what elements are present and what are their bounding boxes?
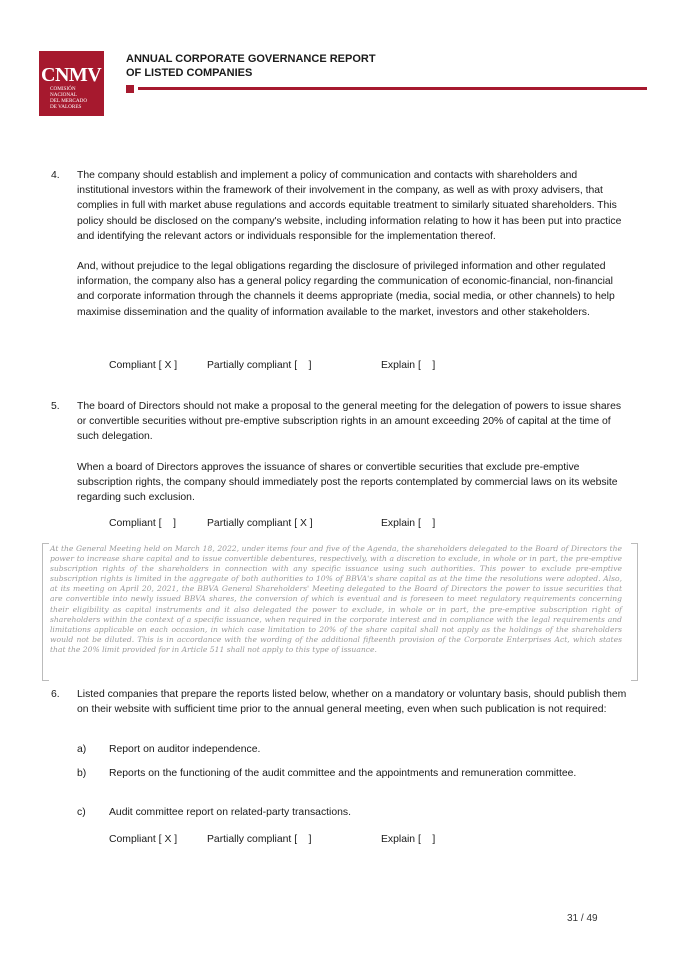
paragraph: And, without prejudice to the legal obligations regarding the disclosure of privileged information and other regulated information, the company also has a general policy regarding the communication of economic-financial, non-financial and corporate information through the channels it deems appropriate (media, social media, or other channels) to help maximise dissemination and the quality of information available to the market, investors and other stakeholders. <box>77 261 615 318</box>
explain-option: Explain [ ] <box>381 518 436 529</box>
paragraph: The company should establish and implement a policy of communication and contacts with shareholders and institutional investors within the framework of their involvement in the company, as well as with proxy advisers, that complies in full with market abuse regulations and accords equitable treatment to similarly situated shareholders. This policy should be disclosed on the company's website, including information relating to how it has been put into practice and identifying the relevant actors or individuals responsible for the implementation thereof. <box>77 170 622 242</box>
recommendation-5 <box>51 399 627 505</box>
header-divider <box>138 87 647 90</box>
cnmv-logo <box>39 51 104 116</box>
subitem-letter: a) <box>77 744 87 755</box>
note-bracket-left <box>42 543 49 681</box>
paragraph: The board of Directors should not make a proposal to the general meeting for the delegation of powers to issue shares or convertible securities without pre-emptive subscription rights in an amount exceeding 20% of capital at the time of such delegation. <box>77 401 622 443</box>
subitem-letter: c) <box>77 807 86 818</box>
report-title <box>126 52 376 80</box>
partially-compliant-option: Partially compliant [ ] <box>207 834 312 845</box>
recommendation-4 <box>51 168 627 320</box>
note-bracket-right <box>631 543 638 681</box>
logo-line-1: COMISIÓN <box>50 86 76 92</box>
item-number: 5. <box>51 401 60 412</box>
item-number: 4. <box>51 170 60 181</box>
report-title-line-1: ANNUAL CORPORATE GOVERNANCE REPORT <box>126 53 376 65</box>
partially-compliant-option: Partially compliant [ ] <box>207 360 312 371</box>
paragraph: When a board of Directors approves the issuance of shares or convertible securities that exclude pre-emptive subscription rights, the company should immediately post the reports contemplated by commercial laws on its website regarding such exclusion. <box>77 461 618 504</box>
subitem-b <box>77 766 627 781</box>
logo-line-4: DE VALORES <box>50 104 82 110</box>
logo-wordmark: CNMV <box>41 64 102 86</box>
subitem-text: Report on auditor independence. <box>109 744 261 755</box>
explanation-note: At the General Meeting held on March 18, 2022, under items four and five of the Agenda, the shareholders delegated to the Board of Directors the power to increase share capital and to issue convertible debentures, respectively, with a discretion to exclude, in whole or in part, the pre-emptive subscription rights of the shareholders in connection with any specific issuance using such authorities. This power to exclude pre-emptive subscription rights is limited in the aggregate of both authorities to 10% of BBVA's share capital as at the time the resolutions were adopted. Also, at its meeting on April 20, 2021, the BBVA General Shareholders' Meeting delegated to the Board of Directors the power to issue securities that are convertible into newly issued BBVA shares, the conversion of which is eventual and is foreseen to meet regulatory requirements concerning their eligibility as capital instruments and it also delegated the power to exclude, in whole or in part, the pre-emptive subscription right of shareholders within the context of a specific issuance, when required in the corporate interest and in compliance with the legal requirements and limitations applicable on each occasion, in which case limitation to 20% of the share capital shall not apply as the holdings of the shareholders would not be diluted. This is in accordance with the wording of the additional fifteenth provision of the Corporate Enterprises Act, which states that the 20% limit provided for in Article 511 shall not apply to this type of issuance. <box>50 544 622 654</box>
paragraph: Listed companies that prepare the reports listed below, whether on a mandatory or voluntary basis, should publish them on their website with sufficient time prior to the annual general meeting, even when such publication is not required: <box>77 689 627 716</box>
logo-line-2: NACIONAL <box>50 92 78 98</box>
item-number: 6. <box>51 689 60 700</box>
report-title-line-2: OF LISTED COMPANIES <box>126 67 253 79</box>
explain-option: Explain [ ] <box>381 360 436 371</box>
page-number: 31 / 49 <box>567 913 598 924</box>
compliant-option: Compliant [ X ] <box>109 360 178 371</box>
subitem-a <box>77 742 627 757</box>
logo-line-3: DEL MERCADO <box>50 98 88 104</box>
subitem-c <box>77 805 627 820</box>
header-square-marker <box>126 85 134 93</box>
subitem-text: Audit committee report on related-party transactions. <box>109 807 351 818</box>
compliant-option: Compliant [ X ] <box>109 834 178 845</box>
explain-option: Explain [ ] <box>381 834 436 845</box>
subitem-text: Reports on the functioning of the audit committee and the appointments and remuneration committee. <box>109 768 577 779</box>
recommendation-6 <box>51 687 627 717</box>
compliant-option: Compliant [ ] <box>109 518 176 529</box>
logo-subtitle <box>39 86 104 110</box>
subitem-letter: b) <box>77 768 87 779</box>
partially-compliant-option: Partially compliant [ X ] <box>207 518 313 529</box>
